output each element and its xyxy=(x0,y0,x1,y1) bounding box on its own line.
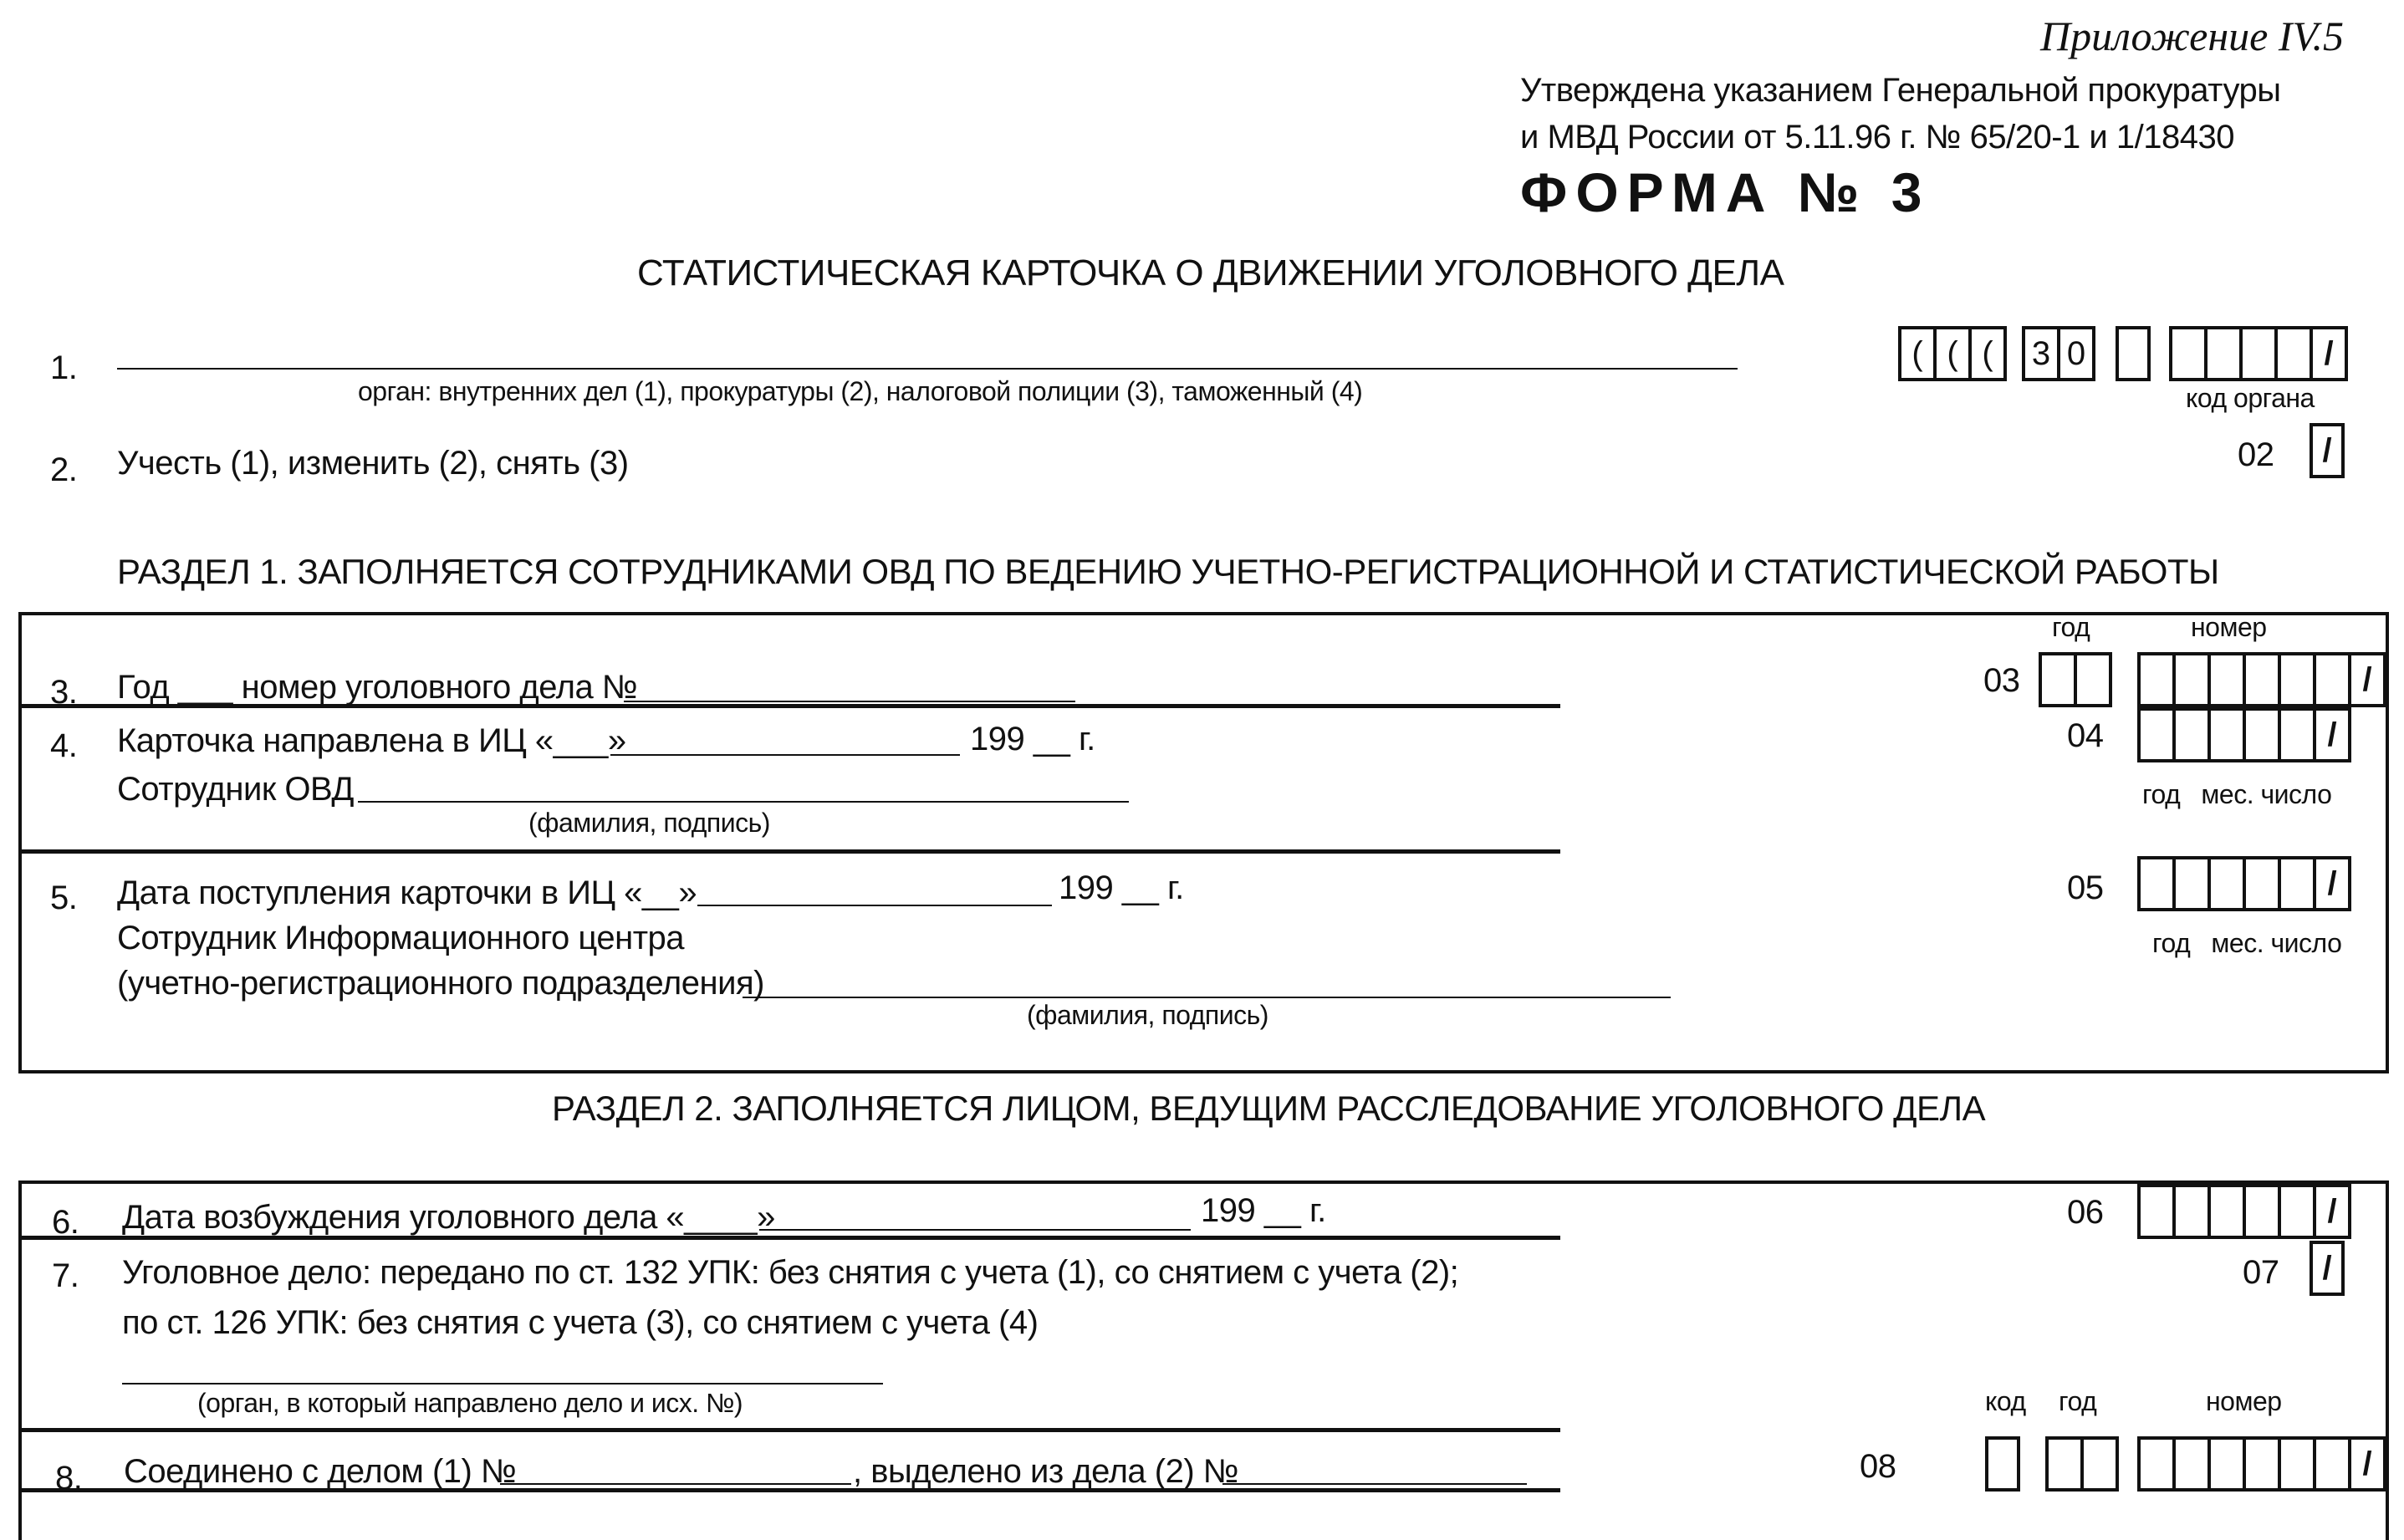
appendix-label: Приложение IV.5 xyxy=(2040,13,2345,59)
code-cell[interactable] xyxy=(2243,856,2281,911)
item-number-2: 2. xyxy=(50,451,78,488)
organ-code-single[interactable] xyxy=(2116,326,2151,381)
item-number-1: 1. xyxy=(50,349,78,386)
code-cell[interactable] xyxy=(2172,1436,2211,1492)
card-sent-text: Карточка направлена в ИЦ «___» xyxy=(117,722,626,759)
case-year-number-text: Год ___ номер уголовного дела № xyxy=(117,669,638,706)
item-number-3: 3. xyxy=(50,674,78,711)
case-number-cells[interactable] xyxy=(2137,652,2386,707)
item-number-5: 5. xyxy=(50,880,78,916)
form-title: ФОРМА № 3 xyxy=(1520,161,1931,223)
year-label-2: год xyxy=(2059,1386,2097,1416)
year-label: год xyxy=(2052,612,2090,642)
item-number-4: 4. xyxy=(50,727,78,764)
code-cell[interactable] xyxy=(2313,652,2351,707)
code-04-label: 04 xyxy=(2067,717,2104,754)
code-label: код xyxy=(1985,1386,2026,1416)
organ-sent-caption: (орган, в который направлено дело и исх. №) xyxy=(197,1388,743,1418)
code-02-label: 02 xyxy=(2238,436,2274,473)
code-cell[interactable] xyxy=(2278,856,2316,911)
merged-case-line[interactable] xyxy=(500,1483,851,1485)
employee-ic-label: Сотрудник Информационного центра xyxy=(117,920,685,956)
organ-sent-line[interactable] xyxy=(122,1383,883,1384)
code-cell[interactable] xyxy=(2116,326,2151,381)
date-received-cells[interactable] xyxy=(2137,856,2351,911)
number-label: номер xyxy=(2191,612,2267,642)
code-cell[interactable] xyxy=(2243,1436,2281,1492)
card-title: СТАТИСТИЧЕСКАЯ КАРТОЧКА О ДВИЖЕНИИ УГОЛОВНОГО ДЕЛА xyxy=(637,252,1784,293)
code-cell[interactable]: 0 xyxy=(2057,326,2095,381)
code-cell[interactable] xyxy=(2278,1436,2316,1492)
code-cell[interactable] xyxy=(2080,1436,2119,1492)
code-cell[interactable] xyxy=(2137,707,2176,762)
code-05-label: 05 xyxy=(2067,869,2104,906)
code-cell[interactable] xyxy=(2243,1184,2281,1239)
code-cell[interactable] xyxy=(2207,1184,2246,1239)
code-cell[interactable] xyxy=(2045,1436,2084,1492)
date-received-year: 199 __ г. xyxy=(1059,869,1184,906)
code-cell[interactable] xyxy=(2172,1184,2211,1239)
organ-caption: орган: внутренних дел (1), прокуратуры (2), налоговой полиции (3), таможенный (4) xyxy=(358,376,1363,406)
row-8-rule xyxy=(18,1488,1560,1492)
surname-sign-caption-1: (фамилия, подпись) xyxy=(528,808,770,838)
case-transferred-line-2: по ст. 126 УПК: без снятия с учета (3), со снятием с учета (4) xyxy=(122,1304,1039,1341)
card-sent-year: 199 __ г. xyxy=(970,721,1095,757)
code-cell[interactable] xyxy=(2137,856,2176,911)
code-06-label: 06 xyxy=(2067,1194,2104,1231)
registration-unit-label: (учетно-регистрационного подразделения) xyxy=(117,965,764,1002)
approval-line-1: Утверждена указанием Генеральной прокуратуры xyxy=(1520,72,2281,109)
section-2-title: РАЗДЕЛ 2. ЗАПОЛНЯЕТСЯ ЛИЦОМ, ВЕДУЩИМ РАССЛЕДОВАНИЕ УГОЛОВНОГО ДЕЛА xyxy=(552,1089,1986,1128)
date-received-text: Дата поступления карточки в ИЦ «__» xyxy=(117,875,697,911)
date-label-1: год мес. число xyxy=(2142,779,2332,809)
case-transferred-code-cell[interactable] xyxy=(2310,1241,2345,1296)
code-cell[interactable]: ( xyxy=(1933,326,1972,381)
item-number-6: 6. xyxy=(52,1204,79,1241)
number-cells-08[interactable] xyxy=(2137,1436,2386,1492)
code-cell-slash[interactable]: / xyxy=(2313,856,2351,911)
code-cell[interactable]: ( xyxy=(1898,326,1937,381)
item-number-7: 7. xyxy=(52,1257,79,1294)
card-sent-month-line[interactable] xyxy=(610,754,960,756)
code-cell-slash[interactable]: / xyxy=(2310,326,2348,381)
date-received-month-line[interactable] xyxy=(697,905,1052,906)
approval-line-2: и МВД России от 5.11.96 г. № 65/20-1 и 1/18430 xyxy=(1520,119,2234,156)
code-cell[interactable] xyxy=(2074,652,2112,707)
case-number-line[interactable] xyxy=(624,701,1075,702)
organ-code-prefix-a[interactable] xyxy=(1898,326,2007,381)
code-cell[interactable] xyxy=(2137,652,2176,707)
code-cell[interactable] xyxy=(2207,856,2246,911)
initiation-year: 199 __ г. xyxy=(1201,1192,1326,1229)
row-7-rule xyxy=(18,1428,1560,1432)
organ-code-prefix-b[interactable] xyxy=(2022,326,2095,381)
code-cell[interactable] xyxy=(2204,326,2243,381)
code-cell[interactable] xyxy=(2278,652,2316,707)
code-cell[interactable] xyxy=(2207,707,2246,762)
case-transferred-line-1: Уголовное дело: передано по ст. 132 УПК: без снятия с учета (1), со снятием с учета (2); xyxy=(122,1254,1459,1291)
code-cell[interactable] xyxy=(2207,1436,2246,1492)
employee-ic-line[interactable] xyxy=(743,997,1671,998)
code-cell[interactable] xyxy=(2243,652,2281,707)
code-cell[interactable] xyxy=(2274,326,2313,381)
row-3-rule xyxy=(18,704,1560,708)
code-cell[interactable] xyxy=(2278,707,2316,762)
code-07-label: 07 xyxy=(2243,1254,2279,1291)
number-label-2: номер xyxy=(2206,1386,2282,1416)
code-cell[interactable] xyxy=(1985,1436,2020,1492)
merged-text: Соединено с делом (1) № xyxy=(124,1453,517,1490)
date-label-2: год мес. число xyxy=(2152,928,2342,958)
organ-code-cells[interactable] xyxy=(2169,326,2348,381)
code-cell[interactable] xyxy=(2137,1436,2176,1492)
code-cell-slash[interactable]: / xyxy=(2348,652,2386,707)
organ-field-line[interactable] xyxy=(117,368,1738,370)
separated-text: , выделено из дела (2) № xyxy=(853,1453,1239,1490)
case-year-cells[interactable] xyxy=(2039,652,2112,707)
section-1-title: РАЗДЕЛ 1. ЗАПОЛНЯЕТСЯ СОТРУДНИКАМИ ОВД ПО ВЕДЕНИЮ УЧЕТНО-РЕГИСТРАЦИОННОЙ И СТАТИСТИЧЕСКОЙ РАБОТЫ xyxy=(117,552,2219,591)
action-code-cell[interactable] xyxy=(2310,423,2345,478)
code-cell-slash[interactable]: / xyxy=(2348,1436,2386,1492)
separated-case-line[interactable] xyxy=(1222,1483,1527,1485)
code-cell[interactable] xyxy=(2172,652,2211,707)
code-cell-slash[interactable]: / xyxy=(2313,707,2351,762)
code-cell[interactable] xyxy=(2137,1184,2176,1239)
year-cells-08[interactable] xyxy=(2045,1436,2119,1492)
code-cell-slash[interactable]: / xyxy=(2313,1184,2351,1239)
initiation-text: Дата возбуждения уголовного дела «____» xyxy=(122,1199,775,1236)
item-number-8: 8. xyxy=(55,1460,83,1497)
code-cell[interactable] xyxy=(2169,326,2207,381)
surname-sign-caption-2: (фамилия, подпись) xyxy=(1027,1000,1268,1030)
employee-ovd-label: Сотрудник ОВД xyxy=(117,771,354,808)
code-cell[interactable] xyxy=(2172,856,2211,911)
code-03-label: 03 xyxy=(1983,662,2020,699)
code-cell[interactable] xyxy=(2039,652,2077,707)
code-cell[interactable]: ( xyxy=(1968,326,2007,381)
code-cell[interactable]: 3 xyxy=(2022,326,2060,381)
employee-ovd-line[interactable] xyxy=(358,801,1129,803)
code-08-label: 08 xyxy=(1860,1448,1896,1485)
code-cell[interactable] xyxy=(2243,707,2281,762)
code-cell[interactable] xyxy=(2207,652,2246,707)
code-cell[interactable] xyxy=(2172,707,2211,762)
row-4-rule xyxy=(18,849,1560,854)
code-cell[interactable] xyxy=(2239,326,2278,381)
organ-code-label: код органа xyxy=(2186,383,2315,413)
card-sent-date-cells[interactable] xyxy=(2137,707,2351,762)
code-cell[interactable] xyxy=(2313,1436,2351,1492)
code-cell-slash[interactable]: / xyxy=(2310,1241,2345,1296)
initiation-month-line[interactable] xyxy=(759,1229,1191,1231)
code-cell-slash[interactable]: / xyxy=(2310,423,2345,478)
action-text: Учесть (1), изменить (2), снять (3) xyxy=(117,445,629,482)
code-cell-08-a[interactable] xyxy=(1985,1436,2020,1492)
code-cell[interactable] xyxy=(2278,1184,2316,1239)
row-6-rule xyxy=(18,1236,1560,1240)
initiation-date-cells[interactable] xyxy=(2137,1184,2351,1239)
